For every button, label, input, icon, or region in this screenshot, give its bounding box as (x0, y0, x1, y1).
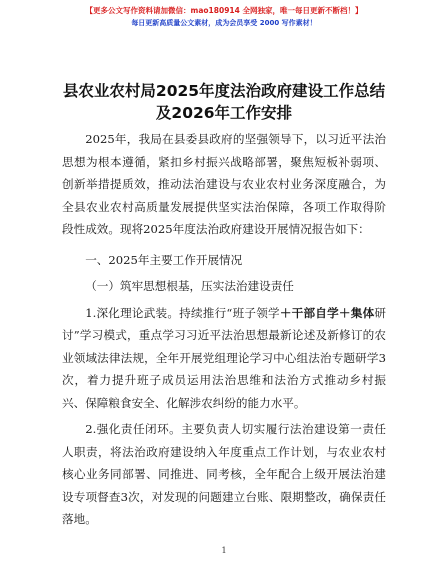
document-title (40, 80, 408, 124)
page-number: 1 (221, 546, 227, 555)
paragraph-1-text-b: 研讨”学习模式，重点学习习近平法治思想最新论述及新修订的农业领域法律法规，全年开展党组理论学习中心组法治专题研学3次，着力提升班子成员运用法治思维和法治方式推动乡村振兴、保障粮食安全、化解涉农纠纷的能力水平。 (62, 305, 386, 410)
intro-paragraph: 2025年，我局在县委县政府的坚强领导下，以习近平法治思想为根本遵循，紧扣乡村振兴战略部署，聚焦短板补弱项、创新举措提质效，推动法治建设与农业农村业务深度融合，为全县农业农村高质量发展提供坚实法治保障，各项工作取得阶段性成效。现将2025年度法治政府建设开展情况报告如下： (62, 132, 386, 236)
document-title-line-2: 及2026年工作安排 (155, 104, 293, 122)
body-paragraph-1 (62, 302, 386, 415)
paragraph-1-bold-text: ＋干部自学＋集体 (279, 305, 375, 320)
subsection-heading: （一）筑牢思想根基，压实法治建设责任 (85, 279, 294, 293)
promo-banner-line-1: 【更多公文写作资料请加微信：mao180914 全网独家，唯一每日更新不断档！】 (85, 6, 363, 15)
promo-banner (0, 6, 448, 28)
paragraph-1-text-a: 1.深化理论武装。持续推行“班子领学 (85, 305, 280, 320)
promo-banner-line-2: 每日更新高质量公文素材，成为会员享受 2000 写作素材！ (131, 19, 317, 27)
document-title-line-1: 县农业农村局2025年度法治政府建设工作总结 (62, 82, 386, 100)
section-heading: 一、2025年主要工作开展情况 (85, 252, 243, 267)
document-body (62, 128, 386, 531)
body-paragraph-2: 2.强化责任闭环。主要负责人切实履行法治建设第一责任人职责，将法治政府建设纳入年度重点工作计划，与农业农村核心业务同部署、同推进、同考核，全年配合上级开展法治建设专项督查3次，对发现的问题建立台账、限期整改，确保责任落地。 (62, 422, 386, 526)
